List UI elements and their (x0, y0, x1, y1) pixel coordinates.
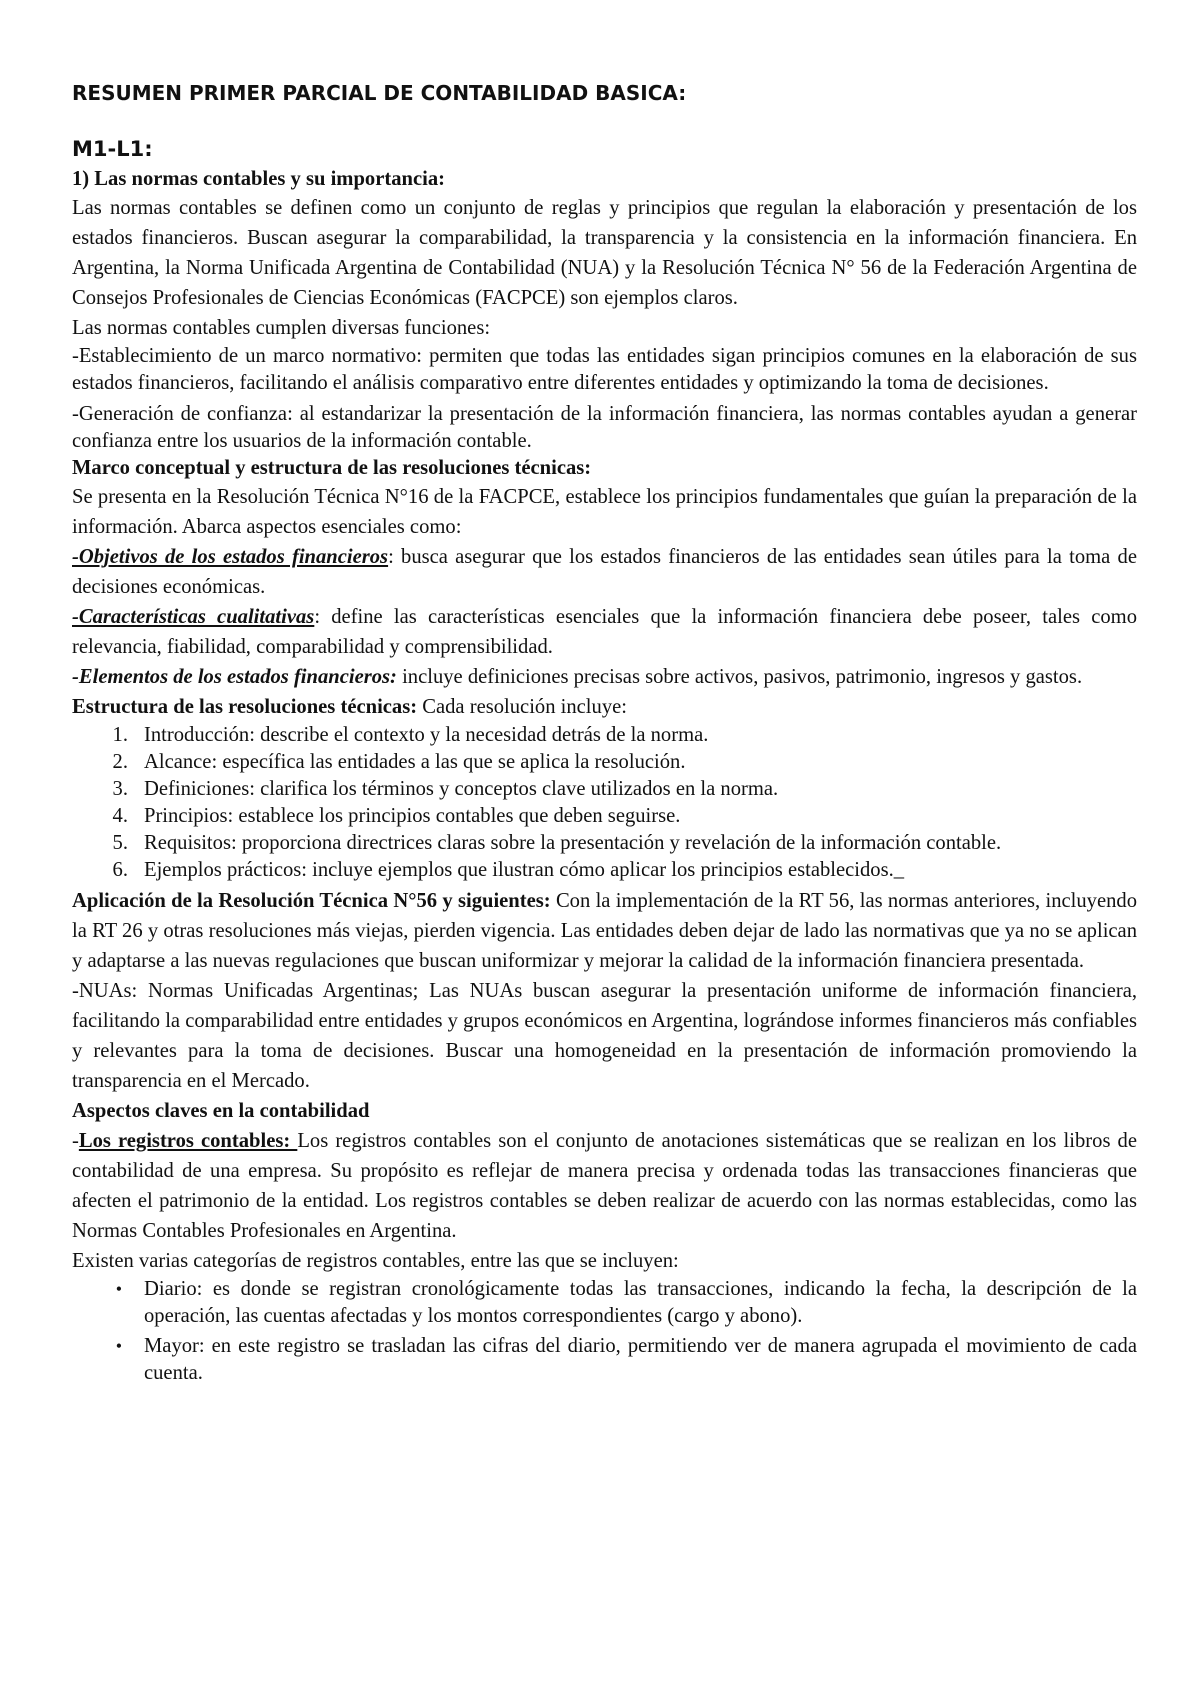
list-item (72, 1276, 1137, 1330)
paragraph-normas-definicion: Las normas contables se definen como un conjunto de reglas y principios que regulan la elaboración y presentación de los estados financieros. Buscan asegurar la comparabilidad, la transparencia y la consistencia en la información financiera. En Argentina, la Norma Unificada Argentina de Contabilidad (NUA) y la Resolución Técnica N° 56 de la Federación Argentina de Consejos Profesionales de Ciencias Económicas (FACPCE) son ejemplos claros. (72, 197, 1137, 309)
section-heading-estructura: Estructura de las resoluciones técnicas: (72, 696, 418, 718)
section-heading-rt56: Aplicación de la Resolución Técnica N°56 y siguientes: (72, 890, 551, 912)
text-objetivos: : busca asegurar que los estados financieros de las entidades sean útiles para la toma de decisiones económicas. (72, 546, 1137, 598)
list-item (72, 1333, 1137, 1387)
text-elementos: incluye definiciones precisas sobre activos, pasivos, patrimonio, ingresos y gastos. (396, 666, 1083, 688)
document-page (72, 70, 1137, 1387)
list-item (72, 749, 1137, 776)
text-estructura-intro: Cada resolución incluye: (417, 696, 627, 718)
paragraph-estructura (72, 692, 1137, 722)
term-caracteristicas: -Características cualitativas (72, 606, 315, 628)
bullet-symbol: • (115, 1336, 122, 1356)
paragraph-confianza: -Generación de confianza: al estandarizar la presentación de la información financiera, las normas contables ayudan a generar confianza entre los usuarios de la información contable. (72, 403, 1137, 452)
list-number: 5. (112, 832, 128, 854)
bullet-list-registros (72, 1276, 1137, 1387)
section-heading-normas: 1) Las normas contables y su importancia: (72, 168, 445, 190)
list-item-text: Principios: establece los principios contables que deben seguirse. (144, 805, 681, 827)
paragraph-elementos (72, 662, 1137, 692)
list-number: 6. (112, 859, 128, 881)
list-item-text: Diario: es donde se registran cronológicamente todas las transacciones, indicando la fecha, la descripción de la operación, las cuentas afectadas y los montos correspondientes (cargo y abono). (144, 1278, 1137, 1327)
list-item (72, 857, 1137, 884)
term-registros-contables: Los registros contables: (78, 1130, 298, 1152)
paragraph-caracteristicas (72, 602, 1137, 662)
list-item-text: Mayor: en este registro se trasladan las cifras del diario, permitiendo ver de manera agrupada el movimiento de cada cuenta. (144, 1335, 1137, 1384)
list-number: 2. (112, 751, 128, 773)
list-item (72, 722, 1137, 749)
paragraph-normas-funciones: Las normas contables cumplen diversas funciones: (72, 317, 491, 339)
paragraph-registros (72, 1126, 1137, 1246)
list-number: 1. (112, 724, 128, 746)
list-item-text: Requisitos: proporciona directrices claras sobre la presentación y revelación de la información contable. (144, 832, 1002, 854)
list-item-text: Ejemplos prácticos: incluye ejemplos que ilustran cómo aplicar los principios establecidos._ (144, 859, 905, 881)
text-caracteristicas: : define las características esenciales que la información financiera debe poseer, tales como relevancia, fiabilidad, comparabilidad y comprensibilidad. (72, 606, 1137, 658)
paragraph-marco-normativo: -Establecimiento de un marco normativo: permiten que todas las entidades sigan principios comunes en la elaboración de sus estados financieros, facilitando el análisis comparativo entre diferentes entidades y optimizando la toma de decisiones. (72, 345, 1137, 394)
term-elementos: -Elementos de los estados financieros: (72, 666, 397, 688)
document-title: RESUMEN PRIMER PARCIAL DE CONTABILIDAD BASICA: (72, 81, 687, 105)
text-rt56: Con la implementación de la RT 56, las normas anteriores, incluyendo la RT 26 y otras resoluciones más viejas, pierden vigencia. Las entidades deben dejar de lado las normativas que ya no se aplican y adaptarse a las nuevas regulaciones que buscan uniformizar y mejorar la calidad de la información financiera presentada. (72, 890, 1137, 972)
module-heading: M1-L1: (72, 137, 153, 161)
list-number: 4. (112, 805, 128, 827)
text-registros: Los registros contables son el conjunto de anotaciones sistemáticas que se realizan en los libros de contabilidad de una empresa. Su propósito es reflejar de manera precisa y ordenada todas las transacciones financieras que afecten el patrimonio de la entidad. Los registros contables se deben realizar de acuerdo con las normas establecidas, como las Normas Contables Profesionales en Argentina. (72, 1130, 1137, 1242)
term-objetivos: -Objetivos de los estados financieros (72, 546, 389, 568)
list-item-text: Definiciones: clarifica los términos y conceptos clave utilizados en la norma. (144, 778, 779, 800)
bullet-symbol: • (115, 1279, 122, 1299)
paragraph-objetivos (72, 542, 1137, 602)
paragraph-categorias: Existen varias categorías de registros contables, entre las que se incluyen: (72, 1250, 679, 1272)
section-heading-aspectos-claves: Aspectos claves en la contabilidad (72, 1100, 370, 1122)
list-item (72, 803, 1137, 830)
paragraph-rt56 (72, 886, 1137, 976)
list-item (72, 830, 1137, 857)
list-item-text: Introducción: describe el contexto y la necesidad detrás de la norma. (144, 724, 709, 746)
registros-prefix: - (72, 1130, 79, 1152)
list-item (72, 776, 1137, 803)
paragraph-nuas: -NUAs: Normas Unificadas Argentinas; Las NUAs buscan asegurar la presentación uniforme de información financiera, facilitando la comparabilidad entre entidades y grupos económicos en Argentina, lográndose informes financieros más confiables y relevantes para la toma de decisiones. Buscar una homogeneidad en la presentación de información promoviendo la transparencia en el Mercado. (72, 980, 1138, 1092)
numbered-list-estructura (72, 722, 1137, 884)
paragraph-rt16: Se presenta en la Resolución Técnica N°16 de la FACPCE, establece los principios fundamentales que guían la preparación de la información. Abarca aspectos esenciales como: (72, 486, 1137, 538)
section-heading-marco-conceptual: Marco conceptual y estructura de las resoluciones técnicas: (72, 457, 592, 479)
list-number: 3. (112, 778, 128, 800)
list-item-text: Alcance: específica las entidades a las que se aplica la resolución. (144, 751, 686, 773)
